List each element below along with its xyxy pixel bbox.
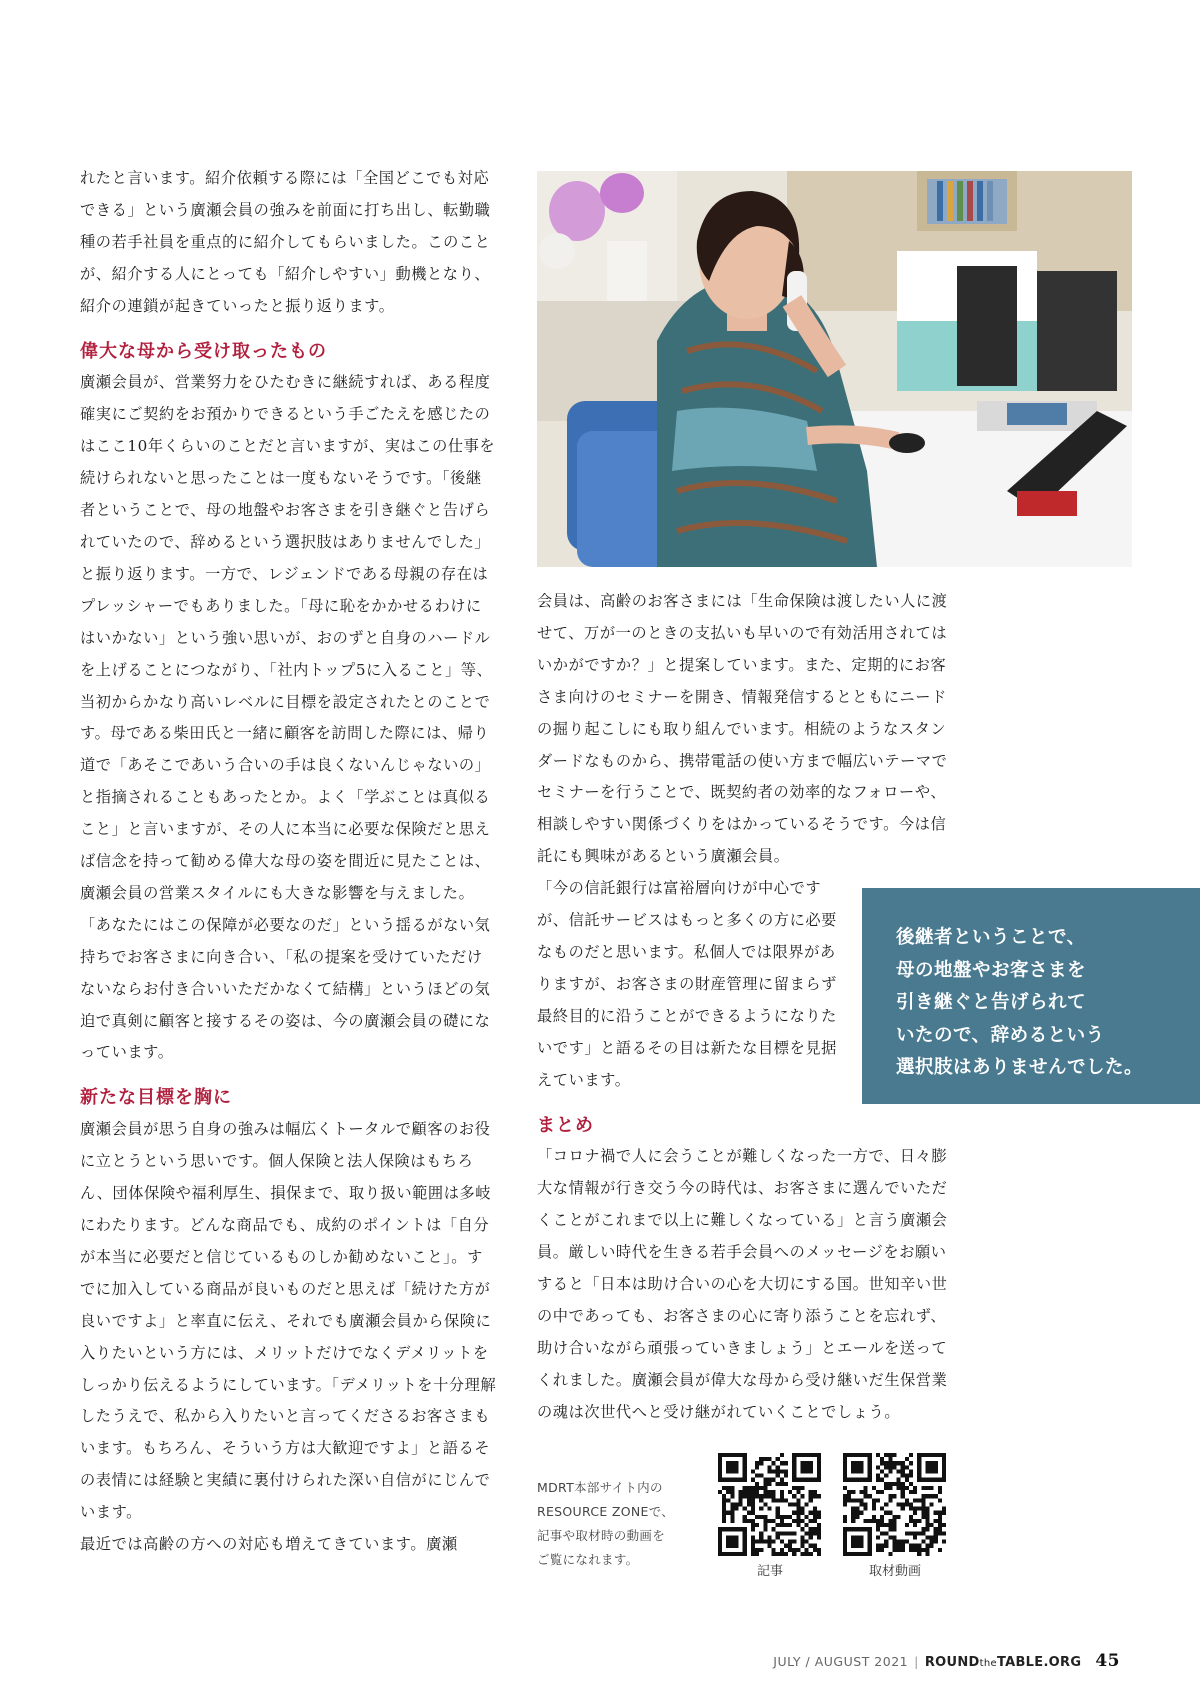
pull-quote-line: 選択肢はありませんでした。 xyxy=(896,1057,1144,1078)
section-heading-mother: 偉大な母から受け取ったもの xyxy=(80,340,327,362)
pull-quote-line: 母の地盤やお客さまを xyxy=(896,959,1087,981)
body-paragraph: 「今の信託銀行は富裕層向けが中心ですが、信託サービスはもっと多くの方に必要なものだと思います。私個人では限界がありますが、お客さまの財産管理に留まらず最終目的に沿うことができるようになりたいです」と語るその目は新たな目標を見据えています。 xyxy=(537,879,837,1089)
qr-caption-line: ご覧になれます。 xyxy=(537,1552,639,1567)
body-paragraph: 廣瀬会員が思う自身の強みは幅広くトータルで顧客のお役に立とうという思いです。個人保険と法人保険はもちろん、団体保険や福利厚生、損保まで、取り扱い範囲は多岐にわたります。どんな商品でも、成約のポイントは「自分が本当に必要だと信じているものしか勧めないこと」。すでに加入している商品が良いものだと思えば「続けた方が良いですよ」と率直に伝え、それでも廣瀬会員から保険に入りたいという方には、メリットだけでなくデメリットをしっかり伝えるようにしています。「デメリットを十分理解したうえで、私から入りたいと言ってくださるお客さまもいます。もちろん、そういう方は大歓迎ですよ」と語るその表情には経験と実績に裏付けられた深い自信がにじんでいます。 xyxy=(80,1120,497,1522)
brand-table: TABLE.ORG xyxy=(996,1655,1082,1670)
portrait-photo xyxy=(537,171,1132,567)
video-qr-label: 取材動画 xyxy=(868,1564,921,1579)
pull-quote-line: 後継者ということで、 xyxy=(896,927,1086,948)
office-scene-illustration xyxy=(537,171,1132,567)
brand-logo[interactable] xyxy=(925,1655,1081,1670)
brand-round: ROUND xyxy=(924,1655,980,1670)
qr-caption-line: MDRT本部サイト内の xyxy=(537,1480,663,1495)
qr-caption-line: 記事や取材時の動画を xyxy=(537,1528,666,1543)
page-footer xyxy=(773,1651,1120,1671)
article-qr-code[interactable] xyxy=(718,1453,821,1556)
section-heading-summary: まとめ xyxy=(537,1114,594,1136)
page-number: 45 xyxy=(1095,1651,1120,1671)
body-paragraph: 「あなたにはこの保障が必要なのだ」という揺るがない気持ちでお客さまに向き合い、「私の提案を受けていただけないならお付き合いいただかなくて結構」というほどの気迫で真剣に顧客と接するその姿は、今の廣瀬会員の礎になっています。 xyxy=(80,915,491,1062)
pull-quote-line: いたので、辞めるという xyxy=(896,1024,1105,1046)
video-qr-code[interactable] xyxy=(843,1453,946,1556)
brand-the: the xyxy=(979,1658,997,1669)
qr-caption-line: RESOURCE ZONEで、 xyxy=(537,1504,675,1519)
section-heading-goal: 新たな目標を胸に xyxy=(80,1087,232,1109)
body-paragraph: 廣瀬会員が、営業努力をひたむきに継続すれば、ある程度確実にご契約をお預かりできるという手ごたえを感じたのはここ10年くらいのことだと言いますが、実はこの仕事を続けられないと思ったことは一度もないそうです。「後継者ということで、母の地盤やお客さまを引き継ぐと告げられていたので、辞めるという選択肢はありませんでした」と振り返ります。一方で、レジェンドである母親の存在はプレッシャーでもありました。「母に恥をかかせるわけにはいかない」という強い思いが、おのずと自身のハードルを上げることにつながり、「社内トップ5に入ること」等、当初からかなり高いレベルに目標を設定されたとのことです。母である柴田氏と一緒に顧客を訪問した際には、帰り道で「あそこであいう合いの手は良くないんじゃないの」と指摘されることもあったとか。よく「学ぶことは真似ること」と言いますが、その人に本当に必要な保険だと思えば信念を持って勧める偉大な母の姿を間近に見たことは、廣瀬会員の営業スタイルにも大きな影響を与えました。 xyxy=(80,373,496,902)
body-paragraph: 最近では高齢の方への対応も増えてきています。廣瀬 xyxy=(80,1535,458,1554)
body-paragraph: 会員は、高齢のお客さまには「生命保険は渡したい人に渡せて、万が一のときの支払いも早いので有効活用されてはいかがですか？」と提案しています。また、定期的にお客さま向けのセミナーを開き、情報発信するとともにニードの掘り起こしにも取り組んでいます。相続のようなスタンダードなものから、携帯電話の使い方まで幅広いテーマでセミナーを行うことで、既契約者の効率的なフォローや、相談しやすい関係づくりをはかっているそうです。今は信託にも興味があるという廣瀬会員。 xyxy=(537,592,948,866)
intro-paragraph: れたと言います。紹介依頼する際には「全国どこでも対応できる」という廣瀬会員の強みを前面に打ち出し、転勤職種の若手社員を重点的に紹介してもらいました。このことが、紹介する人にとっても「紹介しやすい」動機となり、紹介の連鎖が起きていったと振り返ります。 xyxy=(80,169,491,315)
pull-quote-line: 引き継ぐと告げられて xyxy=(896,992,1087,1013)
pull-quote xyxy=(862,888,1200,1104)
left-column xyxy=(80,163,497,1561)
qr-caption xyxy=(537,1476,697,1572)
body-paragraph: 「コロナ禍で人に会うことが難しくなった一方で、日々膨大な情報が行き交う今の時代は、お客さまに選んでいただくことがこれまで以上に難しくなっている」と言う廣瀬会員。厳しい時代を生きる若手会員へのメッセージをお願いすると「日本は助け合いの心を大切にする国。世知辛い世の中であっても、お客さまの心に寄り添うことを忘れず、助け合いながら頑張っていきましょう」とエールを送ってくれました。廣瀬会員が偉大な母から受け継いだ生保営業の魂は次世代へと受け継がれていくことでしょう。 xyxy=(537,1147,948,1421)
issue-date: JULY / AUGUST 2021 xyxy=(773,1654,909,1669)
footer-separator: | xyxy=(914,1654,919,1669)
article-qr-label: 記事 xyxy=(756,1564,783,1579)
